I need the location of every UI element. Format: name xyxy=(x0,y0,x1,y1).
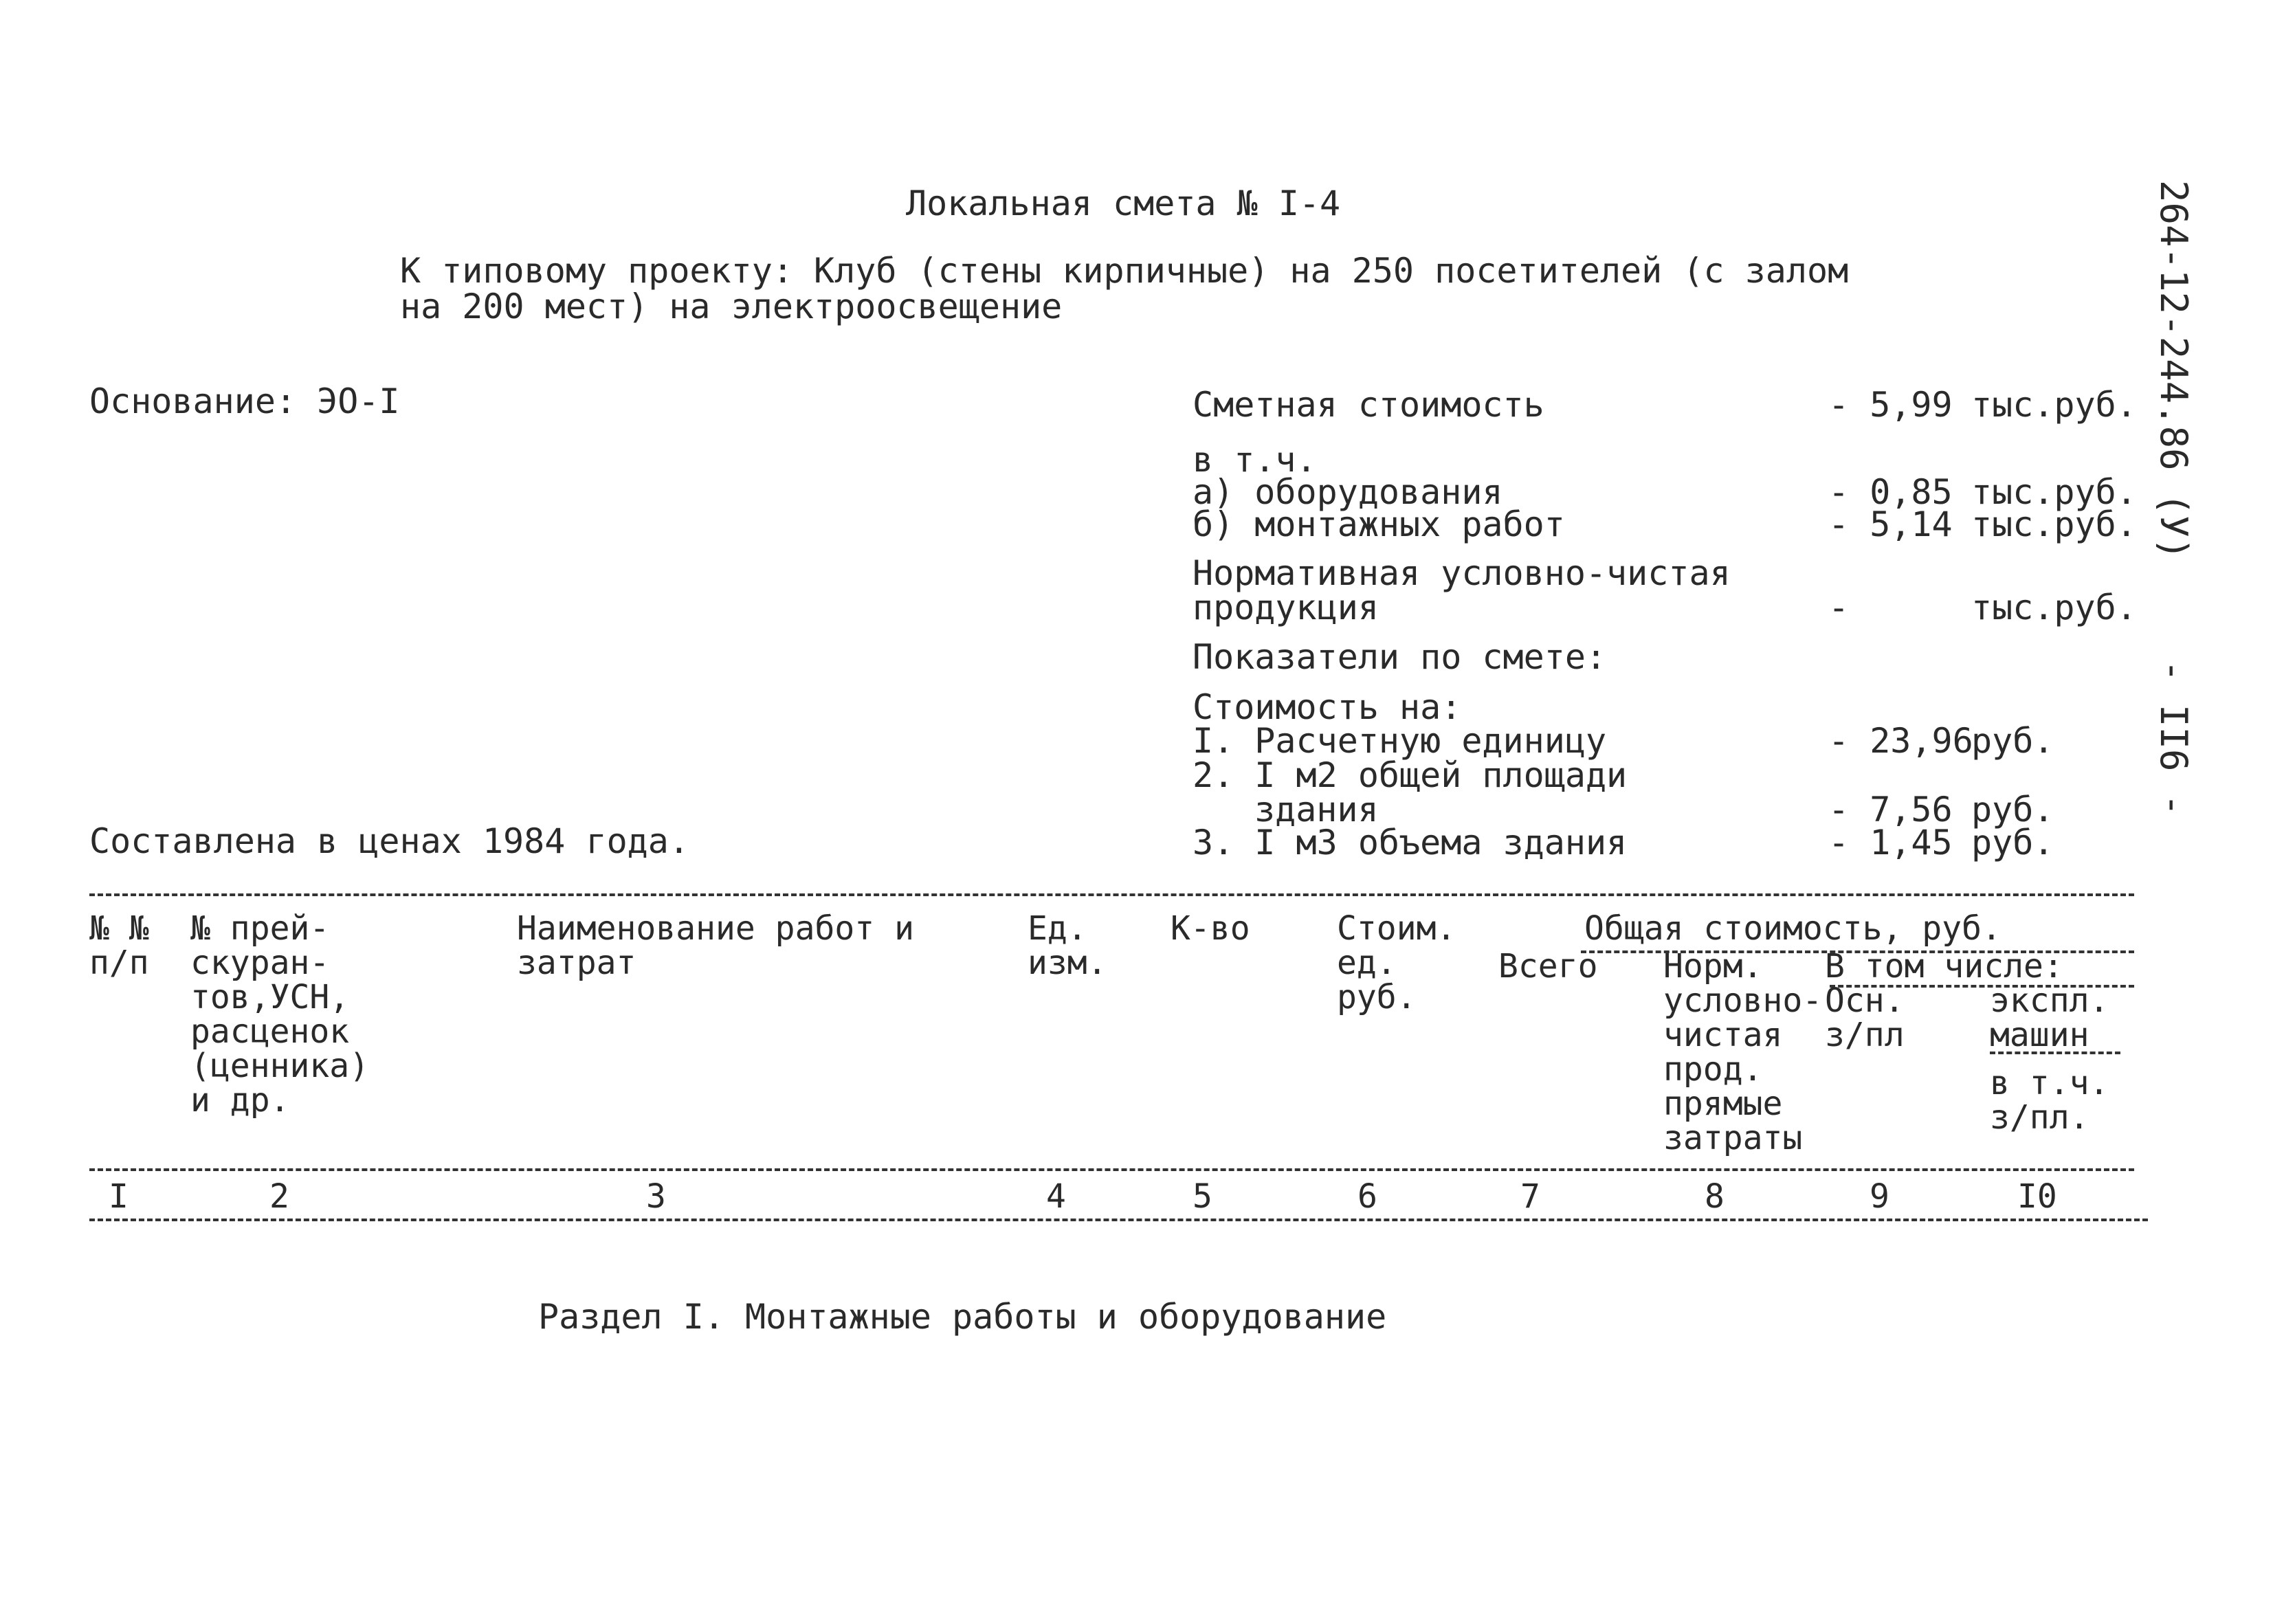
col-8-header-l4: прод. xyxy=(1663,1050,1763,1089)
col-10-header-l2: машин xyxy=(1990,1016,2089,1054)
indicator-item-1-unit: руб. xyxy=(1971,721,2054,761)
col-7-header: Всего xyxy=(1498,947,1598,986)
document-title: Локальная смета № I-4 xyxy=(906,183,1341,223)
indicator-item-2-line1: 2. I м2 общей площади xyxy=(1193,755,1628,795)
side-document-code: 264-12-244.86 (У) xyxy=(2152,180,2195,560)
equipment-value: - 0,85 xyxy=(1828,472,1953,512)
col-1-header-l2: п/п xyxy=(89,944,149,982)
total-cost-header: Общая стоимость, руб. xyxy=(1584,909,2002,948)
indicator-item-2-value: - 7,56 xyxy=(1828,790,1953,830)
basis-text: Основание: ЭО-I xyxy=(89,381,400,421)
col-8-header-l6: затраты xyxy=(1663,1119,1803,1157)
col-10-header-l3: в т.ч. xyxy=(1990,1064,2109,1102)
prices-note: Составлена в ценах 1984 года. xyxy=(89,821,689,861)
col-4-header-l2: изм. xyxy=(1028,944,1107,982)
incl-label: в т.ч. xyxy=(1193,440,1317,480)
col-number-1: I xyxy=(109,1177,129,1216)
col-3-header-l1: Наименование работ и xyxy=(517,909,914,948)
col-8-header-l3: чистая xyxy=(1663,1016,1783,1054)
col-number-10: I0 xyxy=(2017,1177,2057,1216)
col-number-5: 5 xyxy=(1193,1177,1212,1216)
col-number-6: 6 xyxy=(1357,1177,1377,1216)
table-number-row-rule xyxy=(89,1219,2148,1221)
installation-label: б) монтажных работ xyxy=(1193,504,1565,544)
col-5-header: К-во xyxy=(1171,909,1250,948)
normative-label-line1: Нормативная условно-чистая xyxy=(1193,553,1731,593)
indicator-item-2-line2: здания xyxy=(1254,790,1379,830)
col-6-header-l1: Стоим. xyxy=(1337,909,1456,948)
table-header-bottom-rule xyxy=(89,1168,2134,1171)
installation-unit: тыс.руб. xyxy=(1971,504,2137,544)
col-2-header-l4: расценок xyxy=(190,1012,350,1051)
normative-unit: тыс.руб. xyxy=(1971,588,2137,627)
indicator-item-2-unit: руб. xyxy=(1971,790,2054,830)
equipment-label: а) оборудования xyxy=(1193,472,1503,512)
page-number: - II6 - xyxy=(2152,660,2195,816)
normative-value: - xyxy=(1828,588,1850,627)
col-number-4: 4 xyxy=(1046,1177,1066,1216)
normative-label-line2: продукция xyxy=(1193,588,1379,627)
col-4-header-l1: Ед. xyxy=(1028,909,1087,948)
indicator-item-1-value: - 23,96 xyxy=(1828,721,1973,761)
col-8-header-l5: прямые xyxy=(1663,1084,1783,1123)
equipment-unit: тыс.руб. xyxy=(1971,472,2137,512)
col-2-header-l3: тов,УСН, xyxy=(190,978,350,1016)
col-2-header-l5: (ценника) xyxy=(190,1047,370,1085)
estimated-cost-label: Сметная стоимость xyxy=(1193,385,1544,425)
col-8-header-l2: условно- xyxy=(1663,981,1823,1020)
cost-per-label: Стоимость на: xyxy=(1193,687,1462,727)
project-line-1: К типовому проекту: Клуб (стены кирпичные) на 250 посетителей (с залом xyxy=(400,251,1849,291)
col-number-2: 2 xyxy=(269,1177,289,1216)
table-top-rule xyxy=(89,893,2134,896)
col-9-header-l2: з/пл xyxy=(1825,1016,1905,1054)
indicator-item-3-unit: руб. xyxy=(1971,823,2054,863)
indicator-item-3-value: - 1,45 xyxy=(1828,823,1953,863)
project-line-2: на 200 мест) на электроосвещение xyxy=(400,287,1063,326)
col-number-3: 3 xyxy=(646,1177,666,1216)
col-6-header-l2: ед. xyxy=(1337,944,1397,982)
col-2-header-l6: и др. xyxy=(190,1081,290,1120)
col-2-header-l2: скуран- xyxy=(190,944,330,982)
indicator-item-3: 3. I м3 объема здания xyxy=(1193,823,1628,863)
col-number-8: 8 xyxy=(1705,1177,1725,1216)
col-1-header-l1: № № xyxy=(89,909,149,948)
col-10-header-l1: экспл. xyxy=(1990,981,2109,1020)
col-3-header-l2: затрат xyxy=(517,944,636,982)
estimated-cost-unit: тыс.руб. xyxy=(1971,385,2137,425)
indicators-label: Показатели по смете: xyxy=(1193,637,1607,677)
col-10-header-l4: з/пл. xyxy=(1990,1098,2089,1137)
col-number-9: 9 xyxy=(1870,1177,1889,1216)
incl-header: В том числе: xyxy=(1825,947,2063,986)
col-8-header-l1: Норм. xyxy=(1663,947,1763,986)
col-2-header-l1: № прей- xyxy=(190,909,330,948)
estimated-cost-value: - 5,99 xyxy=(1828,385,1953,425)
section-title: Раздел I. Монтажные работы и оборудование xyxy=(538,1297,1387,1337)
col-number-7: 7 xyxy=(1520,1177,1540,1216)
col-9-header-l1: Осн. xyxy=(1825,981,1905,1020)
col-6-header-l3: руб. xyxy=(1337,978,1417,1016)
indicator-item-1: I. Расчетную единицу xyxy=(1193,721,1607,761)
installation-value: - 5,14 xyxy=(1828,504,1953,544)
